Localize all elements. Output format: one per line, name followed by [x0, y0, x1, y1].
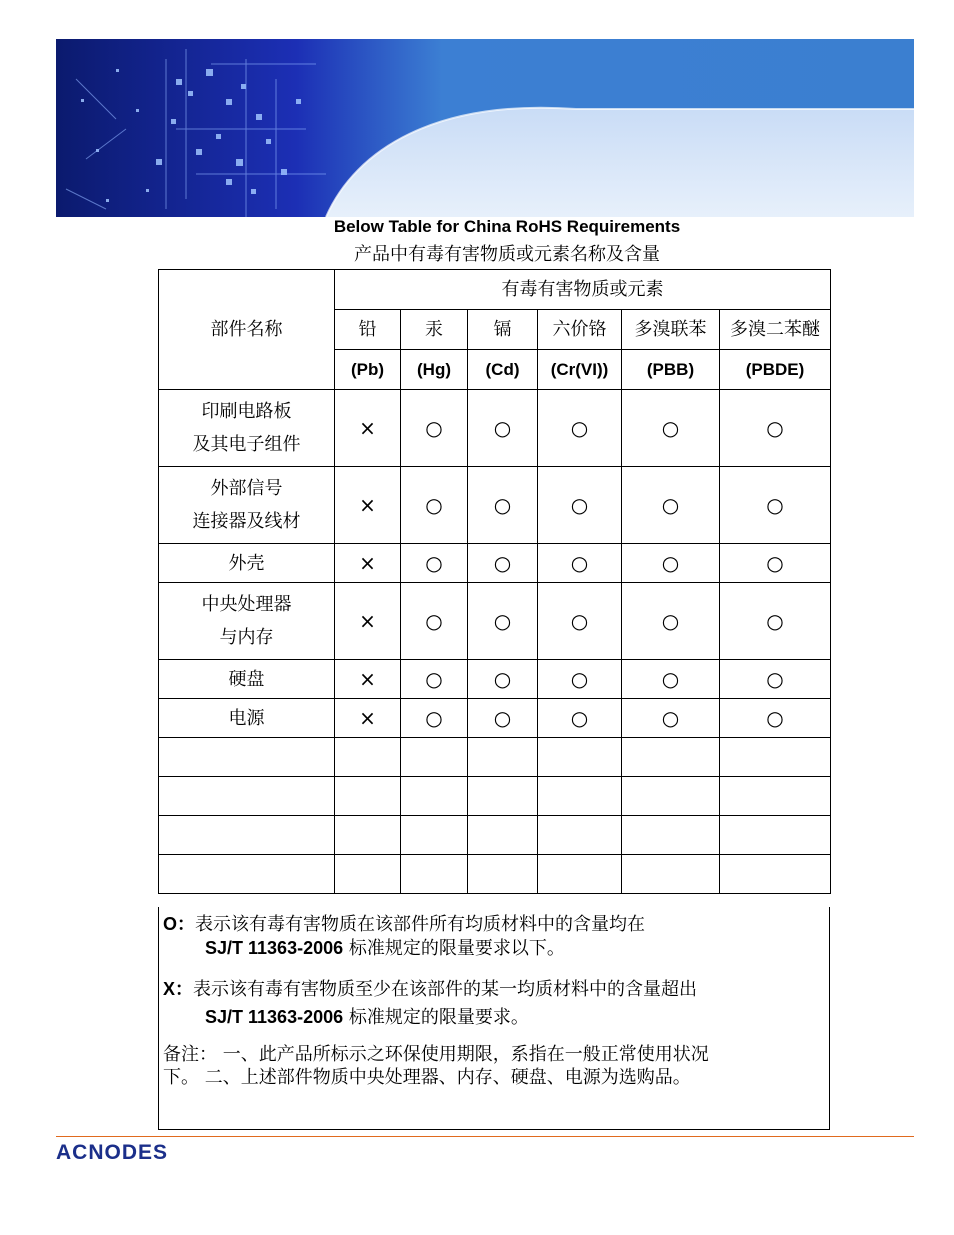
svg-text:ACNODES: ACNODES: [56, 1141, 169, 1163]
table-row: [159, 699, 831, 738]
mark-cell: ○: [538, 544, 622, 583]
empty-row: [159, 855, 831, 894]
standard-text: 标准规定的限量要求。: [348, 1007, 529, 1028]
mark-cell: ○: [401, 699, 468, 738]
component-name: 硬盘: [159, 660, 335, 699]
component-name: [159, 390, 335, 467]
component-name: 电源: [159, 699, 335, 738]
mark-cell: ○: [538, 390, 622, 467]
element-symbol: (Cr(VI)): [538, 350, 622, 390]
header-banner: [56, 39, 914, 217]
component-line: 及其电子组件: [192, 434, 301, 455]
component-line: 印刷电路板: [201, 401, 292, 422]
element-name: 六价铬: [538, 310, 622, 350]
mark-cell: ○: [622, 583, 720, 660]
component-line: 连接器及线材: [192, 511, 301, 532]
table-row: [159, 544, 831, 583]
note-o-label: O：: [163, 914, 196, 934]
table-row: [159, 660, 831, 699]
component-line: 外部信号: [210, 478, 283, 499]
mark-cell: ×: [335, 660, 401, 699]
element-symbol: (Pb): [335, 350, 401, 390]
component-header: 部件名称: [159, 270, 335, 390]
mark-cell: ○: [538, 660, 622, 699]
mark-cell: ○: [538, 699, 622, 738]
notes-box: [158, 907, 830, 1130]
remark-text: 备注： 一、此产品所标示之环保使用期限，系指在一般正常使用状况下。 二、上述部件物质中央处理器、内存、硬盘、电源为选购品。: [163, 1044, 709, 1088]
mark-cell: ×: [335, 699, 401, 738]
mark-cell: ○: [401, 660, 468, 699]
mark-cell: ×: [335, 583, 401, 660]
mark-cell: ○: [720, 390, 831, 467]
table-row: [159, 467, 831, 544]
table-row: [159, 583, 831, 660]
mark-cell: ×: [335, 467, 401, 544]
table-row: [159, 390, 831, 467]
mark-cell: ○: [401, 390, 468, 467]
substances-header: 有毒有害物质或元素: [335, 270, 831, 310]
element-name: 汞: [401, 310, 468, 350]
mark-cell: ○: [720, 699, 831, 738]
mark-cell: ○: [468, 583, 538, 660]
element-symbol: (Hg): [401, 350, 468, 390]
note-x-text: 表示该有毒有害物质至少在该部件的某一均质材料中的含量超出: [193, 979, 698, 1000]
component-name: [159, 467, 335, 544]
title-chinese: 产品中有毒有害物质或元素名称及含量: [354, 244, 660, 265]
mark-cell: ○: [468, 390, 538, 467]
mark-cell: ×: [335, 390, 401, 467]
component-name: [159, 583, 335, 660]
mark-cell: ×: [335, 544, 401, 583]
acnodes-logo-mark: [56, 1139, 212, 1163]
mark-cell: ○: [538, 583, 622, 660]
mark-cell: ○: [720, 583, 831, 660]
rohs-table: [158, 269, 831, 894]
empty-row: [159, 816, 831, 855]
standard-text: 标准规定的限量要求以下。: [348, 938, 565, 959]
mark-cell: ○: [401, 544, 468, 583]
component-name: 外壳: [159, 544, 335, 583]
element-symbol: (PBB): [622, 350, 720, 390]
mark-cell: ○: [401, 583, 468, 660]
element-symbol: (Cd): [468, 350, 538, 390]
element-name: 镉: [468, 310, 538, 350]
mark-cell: ○: [468, 660, 538, 699]
note-x-label: X：: [163, 979, 194, 999]
mark-cell: ○: [622, 390, 720, 467]
footer-divider: [56, 1136, 914, 1137]
element-name: 多溴联苯: [622, 310, 720, 350]
acnodes-logo: [56, 1139, 212, 1167]
note-o-text: 表示该有毒有害物质在该部件所有均质材料中的含量均在: [195, 914, 646, 935]
title-english: Below Table for China RoHS Requirements: [333, 217, 681, 236]
mark-cell: ○: [720, 660, 831, 699]
mark-cell: ○: [622, 660, 720, 699]
mark-cell: ○: [401, 467, 468, 544]
note-x: [163, 975, 697, 1001]
note-x-standard: [205, 1003, 529, 1029]
mark-cell: ○: [468, 699, 538, 738]
note-o: [163, 910, 645, 936]
mark-cell: ○: [720, 544, 831, 583]
component-line: 与内存: [219, 627, 274, 648]
note-o-standard: [205, 934, 565, 960]
element-name: 铅: [335, 310, 401, 350]
mark-cell: ○: [622, 699, 720, 738]
standard-code: SJ/T 11363-2006: [205, 938, 344, 958]
mark-cell: ○: [468, 544, 538, 583]
mark-cell: ○: [538, 467, 622, 544]
empty-row: [159, 738, 831, 777]
mark-cell: ○: [720, 467, 831, 544]
element-name: 多溴二苯醚: [720, 310, 831, 350]
element-symbol: (PBDE): [720, 350, 831, 390]
mark-cell: ○: [622, 467, 720, 544]
mark-cell: ○: [622, 544, 720, 583]
empty-row: [159, 777, 831, 816]
mark-cell: ○: [468, 467, 538, 544]
standard-code: SJ/T 11363-2006: [205, 1007, 344, 1027]
component-line: 中央处理器: [201, 594, 292, 615]
